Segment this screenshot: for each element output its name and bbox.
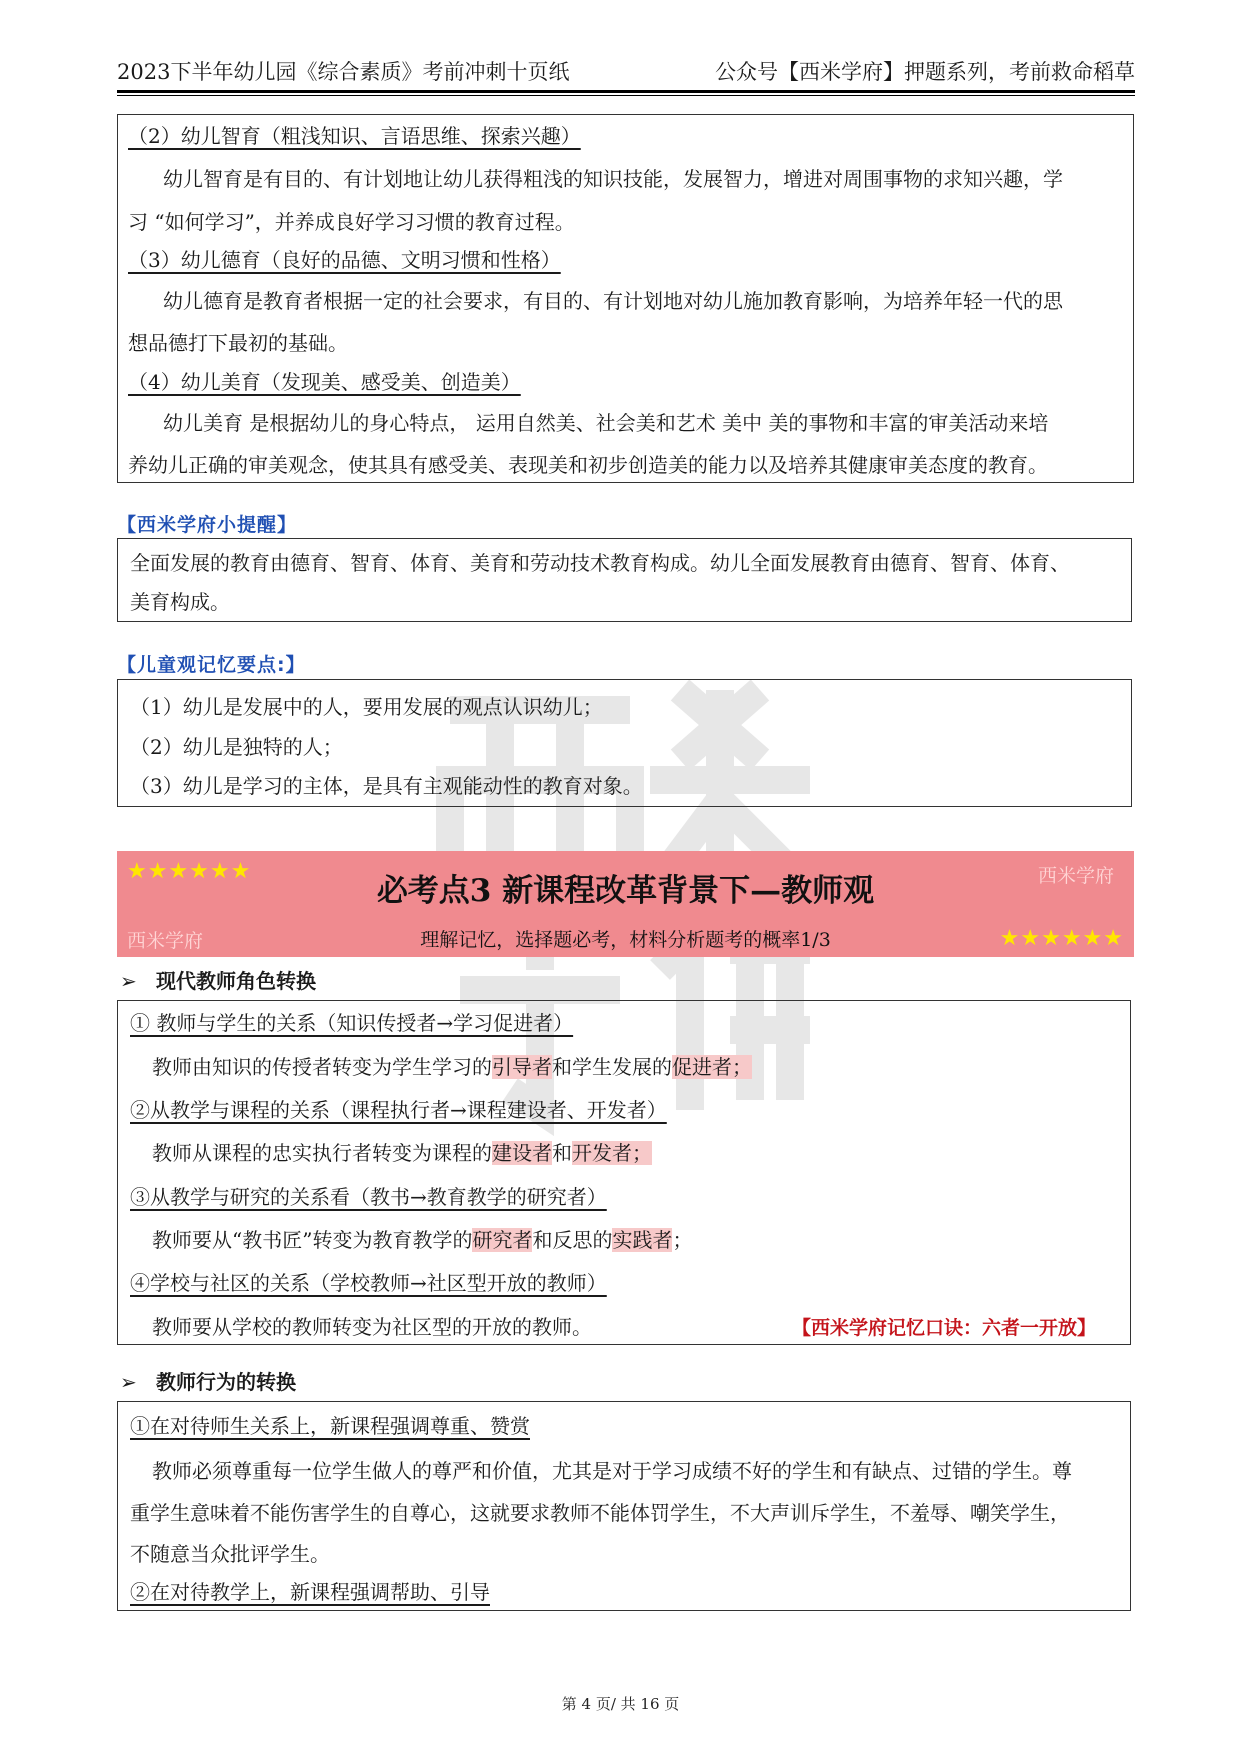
section-teacher-behavior-heading	[120, 1366, 296, 1395]
arrow-bullet-icon: ➢	[120, 1370, 137, 1394]
stars-rating-right: ★★★★★★	[999, 926, 1124, 951]
role-paragraph-1	[152, 1053, 752, 1081]
role-heading-1: ① 教师与学生的关系（知识传授者→学习促进者）	[130, 1011, 574, 1035]
behavior-paragraph-3: 不随意当众批评学生。	[130, 1542, 330, 1566]
header-rule-thin	[117, 95, 1135, 96]
paragraph-intellectual-1: 幼儿智育是有目的、有计划地让幼儿获得粗浅的知识技能，发展智力，增进对周围事物的求知兴趣，学	[163, 167, 1063, 191]
content-box-education	[117, 114, 1134, 483]
behavior-paragraph-1: 教师必须尊重每一位学生做人的尊严和价值，尤其是对于学习成绩不好的学生和有缺点、过错的学生。尊	[152, 1459, 1072, 1483]
memory-item-2: （2）幼儿是独特的人；	[130, 735, 343, 759]
role-text: 和学生发展的	[552, 1055, 672, 1079]
teacher-behavior-box	[117, 1401, 1131, 1611]
tip-line-1: 全面发展的教育由德育、智育、体育、美育和劳动技术教育构成。幼儿全面发展教育由德育、智育、体育、	[130, 551, 1070, 575]
paragraph-moral-1: 幼儿德育是教育者根据一定的社会要求，有目的、有计划地对幼儿施加教育影响，为培养年轻一代的思	[163, 289, 1063, 313]
heading-moral-education: （3）幼儿德育（良好的品德、文明习惯和性格）	[128, 248, 561, 272]
paragraph-aesthetic-1: 幼儿美育 是根据幼儿的身心特点， 运用自然美、社会美和艺术 美中 美的事物和丰富的审美活动来培	[163, 411, 1049, 435]
key-point-banner	[117, 851, 1134, 957]
role-heading-4: ④学校与社区的关系（学校教师→社区型开放的教师）	[130, 1271, 607, 1295]
memory-item-3: （3）幼儿是学习的主体，是具有主观能动性的教育对象。	[130, 774, 643, 798]
section-teacher-roles-title: 现代教师角色转换	[156, 969, 316, 993]
role-heading-3: ③从教学与研究的关系看（教书→教育教学的研究者）	[130, 1185, 607, 1209]
tip-box	[117, 538, 1132, 622]
paragraph-aesthetic-2: 养幼儿正确的审美观念，使其具有感受美、表现美和初步创造美的能力以及培养其健康审美态度的教育。	[128, 453, 1048, 477]
role-text: 教师由知识的传授者转变为学生学习的	[152, 1055, 492, 1079]
behavior-heading-1: ①在对待师生关系上，新课程强调尊重、赞赏	[130, 1414, 530, 1438]
behavior-paragraph-2: 重学生意味着不能伤害学生的自尊心，这就要求教师不能体罚学生，不大声训斥学生，不羞辱、嘲笑学生，	[130, 1501, 1070, 1525]
role-paragraph-3	[152, 1226, 692, 1254]
header-rule	[117, 90, 1135, 93]
highlight-developer: 开发者；	[572, 1141, 652, 1165]
section-teacher-behavior-title: 教师行为的转换	[156, 1370, 296, 1394]
role-text: ；	[672, 1228, 693, 1252]
role-text: 和反思的	[532, 1228, 613, 1252]
banner-brand-left: 西米学府	[127, 930, 204, 952]
mnemonic-note: 【西米学府记忆口诀：六者一开放】	[791, 1317, 1096, 1339]
behavior-heading-2: ②在对待教学上，新课程强调帮助、引导	[130, 1580, 490, 1604]
page-header	[117, 56, 1135, 90]
highlight-researcher: 研究者	[472, 1228, 533, 1252]
role-text: 教师要从“教书匠”转变为教育教学的	[152, 1228, 473, 1252]
arrow-bullet-icon: ➢	[120, 969, 137, 993]
role-text: 教师从课程的忠实执行者转变为课程的	[152, 1141, 492, 1165]
header-right-title: 公众号【西米学府】押题系列，考前救命稻草	[715, 60, 1135, 84]
paragraph-moral-2: 想品德打下最初的基础。	[128, 331, 348, 355]
highlight-promoter: 促进者；	[672, 1055, 752, 1079]
role-heading-2: ②从教学与课程的关系（课程执行者→课程建设者、开发者）	[130, 1098, 667, 1122]
teacher-roles-box	[117, 1000, 1131, 1345]
tip-title: 【西米学府小提醒】	[117, 514, 298, 536]
role-paragraph-2	[152, 1139, 652, 1167]
banner-title: 必考点3 新课程改革背景下—教师观	[376, 873, 875, 909]
memory-item-1: （1）幼儿是发展中的人，要用发展的观点认识幼儿；	[130, 695, 603, 719]
page-number: 第 4 页/ 共 16 页	[561, 1695, 680, 1713]
heading-intellectual-education: （2）幼儿智育（粗浅知识、言语思维、探索兴趣）	[128, 124, 581, 148]
highlight-builder: 建设者	[492, 1141, 552, 1165]
memory-title: 【儿童观记忆要点:】	[117, 654, 306, 676]
banner-subtitle: 理解记忆，选择题必考，材料分析题考的概率1/3	[420, 929, 831, 951]
banner-brand-right: 西米学府	[1037, 865, 1114, 887]
section-teacher-roles-heading	[120, 965, 316, 994]
memory-box	[117, 679, 1132, 807]
tip-line-2: 美育构成。	[130, 590, 230, 614]
paragraph-intellectual-2: 习 “如何学习”，并养成良好学习习惯的教育过程。	[128, 210, 575, 234]
heading-aesthetic-education: （4）幼儿美育（发现美、感受美、创造美）	[128, 370, 521, 394]
highlight-practitioner: 实践者	[612, 1228, 673, 1252]
header-left-title: 2023下半年幼儿园《综合素质》考前冲刺十页纸	[117, 60, 570, 84]
stars-rating-left: ★★★★★★	[127, 859, 252, 884]
role-text: 和	[552, 1141, 572, 1165]
highlight-guide: 引导者	[492, 1055, 552, 1079]
role-paragraph-4: 教师要从学校的教师转变为社区型的开放的教师。	[152, 1315, 592, 1339]
